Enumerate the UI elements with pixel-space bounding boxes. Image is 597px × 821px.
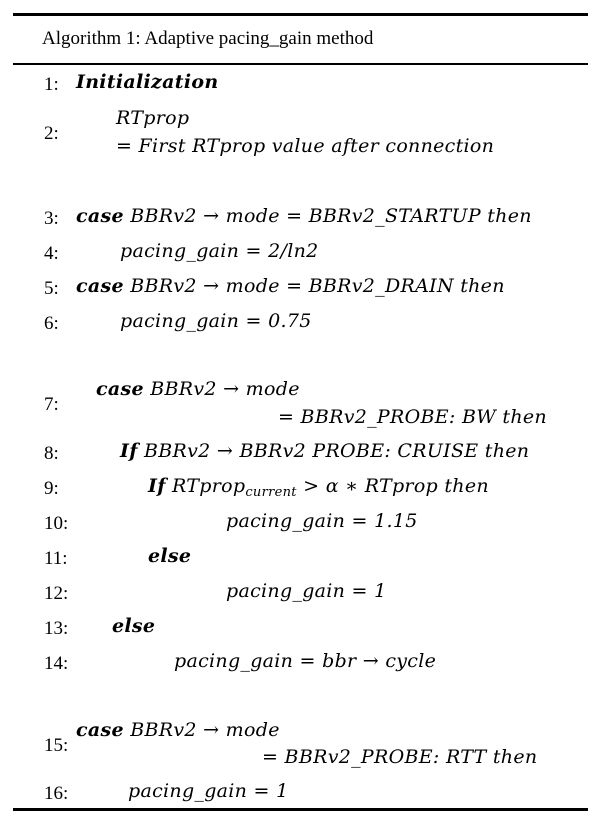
line-number: 1: xyxy=(44,74,59,95)
code-line xyxy=(120,440,529,462)
code-line xyxy=(76,71,218,93)
code-line: pacing_gain = 1.15 xyxy=(226,510,418,532)
code-line: pacing_gain = 1 xyxy=(128,780,289,802)
keyword: If xyxy=(148,475,166,497)
code-line: pacing_gain = 0.75 xyxy=(120,310,312,332)
code-line: = BBRv2_PROBE: RTT then xyxy=(262,746,538,768)
code-line xyxy=(76,205,532,227)
code-line: pacing_gain = 2/ln2 xyxy=(120,240,319,262)
code-text: BBRv2 → mode = BBRv2_STARTUP then xyxy=(130,205,532,227)
line-number: 15: xyxy=(44,735,69,756)
line-number: 11: xyxy=(44,548,68,569)
line-number: 3: xyxy=(44,208,59,229)
line-number: 8: xyxy=(44,443,59,464)
keyword: If xyxy=(120,440,138,462)
code-line xyxy=(148,545,191,567)
caption-rule xyxy=(13,63,588,65)
keyword: case xyxy=(96,378,144,400)
subscript: current xyxy=(245,485,297,500)
keyword: Initialization xyxy=(76,71,219,93)
line-number: 7: xyxy=(44,394,59,415)
line-number: 6: xyxy=(44,313,59,334)
line-number: 14: xyxy=(44,653,69,674)
code-text: BBRv2 → mode = BBRv2_DRAIN then xyxy=(130,275,505,297)
line-number: 16: xyxy=(44,783,69,804)
code-line: pacing_gain = bbr → cycle xyxy=(174,650,437,672)
keyword: case xyxy=(76,275,124,297)
bottom-rule xyxy=(13,808,588,811)
code-text: BBRv2 → mode xyxy=(150,378,300,400)
line-number: 4: xyxy=(44,243,59,264)
code-text: > α ∗ RTprop then xyxy=(303,475,489,497)
keyword: else xyxy=(112,615,156,637)
code-line: = BBRv2_PROBE: BW then xyxy=(278,406,547,428)
line-number: 5: xyxy=(44,278,59,299)
code-text: BBRv2 → mode xyxy=(130,719,280,741)
keyword: case xyxy=(76,205,124,227)
keyword: else xyxy=(148,545,192,567)
code-line: RTprop xyxy=(116,107,190,129)
top-rule xyxy=(13,13,588,16)
line-number: 2: xyxy=(44,123,59,144)
algorithm-caption: Algorithm 1: Adaptive pacing_gain method xyxy=(42,28,374,49)
code-line xyxy=(76,275,505,297)
line-number: 13: xyxy=(44,618,69,639)
code-text: RTprop xyxy=(172,475,246,497)
code-line xyxy=(76,719,280,741)
keyword: case xyxy=(76,719,124,741)
line-number: 10: xyxy=(44,513,69,534)
code-line: pacing_gain = 1 xyxy=(226,580,387,602)
line-number: 9: xyxy=(44,478,59,499)
code-line xyxy=(148,475,489,500)
code-text: BBRv2 → BBRv2 PROBE: CRUISE then xyxy=(144,440,530,462)
code-line xyxy=(112,615,155,637)
code-line xyxy=(96,378,300,400)
line-number: 12: xyxy=(44,583,69,604)
code-line: = First RTprop value after connection xyxy=(116,135,495,157)
